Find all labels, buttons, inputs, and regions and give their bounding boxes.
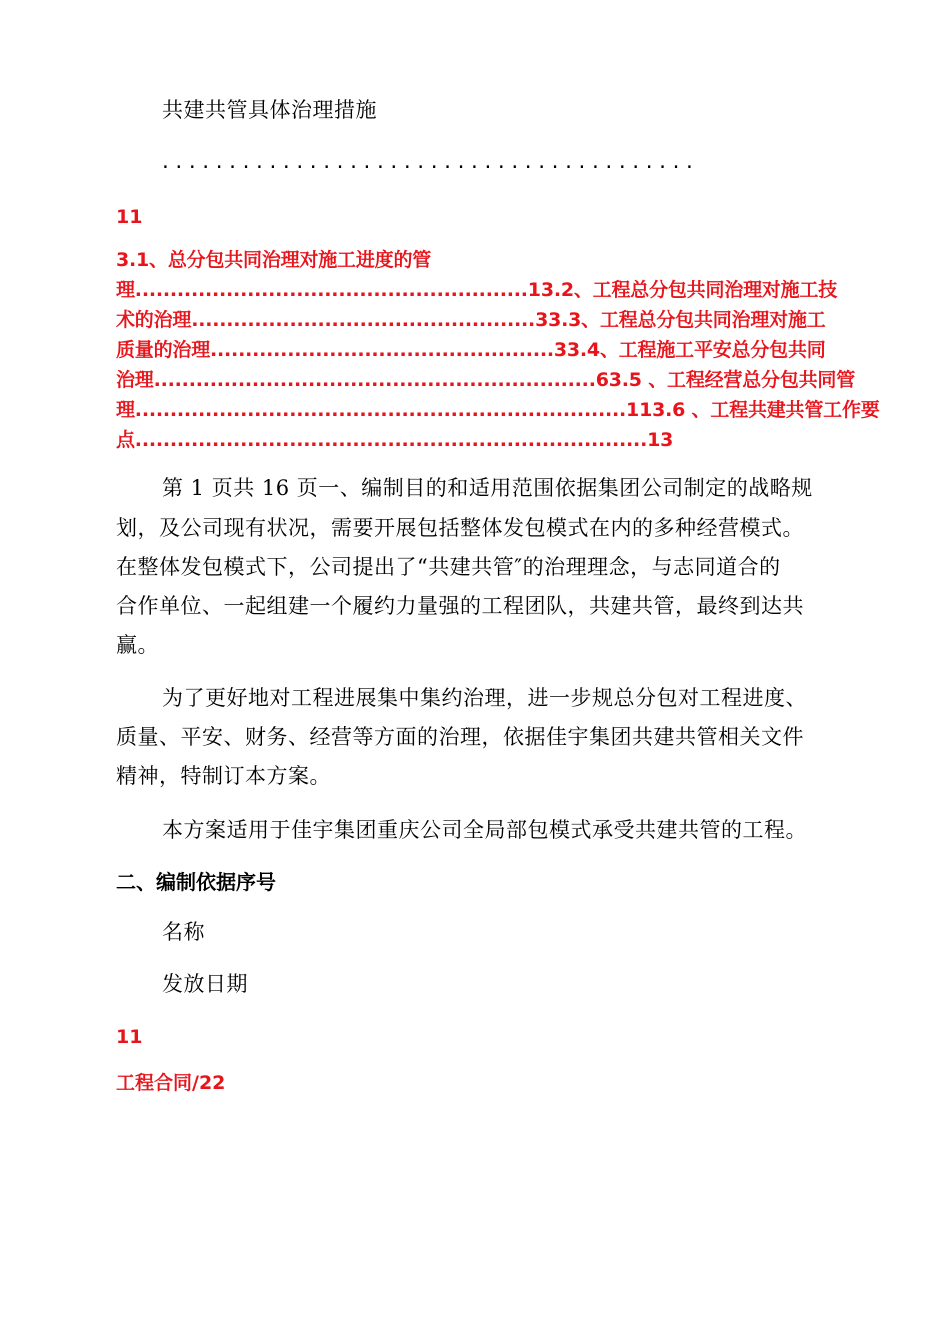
column-name-label: 名称 [162, 920, 205, 944]
page-number-red: 11 [116, 1026, 143, 1048]
toc-line[interactable]: 点.........................................................................13 [116, 429, 674, 451]
paragraph-applicability: 本方案适用于佳宇集团重庆公司全局部包模式承受共建共管的工程。 [162, 818, 807, 842]
toc-line[interactable]: 3.1、总分包共同治理对施工进度的管 [116, 249, 432, 271]
toc-line[interactable]: 理......................................................................113.6 、工程共建共管工作要 [116, 399, 880, 421]
dot-leader: ........................................ [160, 152, 698, 173]
paragraph-line: 赢。 [116, 633, 159, 657]
paragraph-line: 为了更好地对工程进展集中集约治理，进一步规总分包对工程进度、 [162, 686, 807, 710]
toc-line[interactable]: 治理...............................................................63.5 、工程经营总分包共同管 [116, 369, 856, 391]
toc-line[interactable]: 理........................................................13.2、工程总分包共同治理对施工技 [116, 279, 838, 301]
page-number-red: 11 [116, 206, 143, 228]
paragraph-line: 精神，特制订本方案。 [116, 764, 331, 788]
paragraph-line: 合作单位、一起组建一个履约力量强的工程团队，共建共管，最终到达共 [116, 594, 804, 618]
contract-label[interactable]: 工程合同/22 [116, 1072, 226, 1094]
paragraph-line: 质量、平安、财务、经营等方面的治理，依据佳宇集团共建共管相关文件 [116, 725, 804, 749]
intro-item: 共建共管具体治理措施 [162, 98, 377, 122]
paragraph-line: 第 1 页共 16 页一、编制目的和适用范围依据集团公司制定的战略规 [162, 476, 813, 500]
toc-line[interactable]: 术的治理.................................................33.3、工程总分包共同治理对施工 [116, 309, 826, 331]
paragraph-line: 在整体发包模式下，公司提出了“共建共管″的治理理念，与志同道合的 [116, 555, 781, 579]
paragraph-line: 划，及公司现有状况，需要开展包括整体发包模式在内的多种经营模式。 [116, 516, 804, 540]
column-date-label: 发放日期 [162, 972, 248, 996]
section-heading: 二、编制依据序号 [116, 870, 276, 894]
toc-line[interactable]: 质量的治理.................................................33.4、工程施工平安总分包共同 [116, 339, 826, 361]
